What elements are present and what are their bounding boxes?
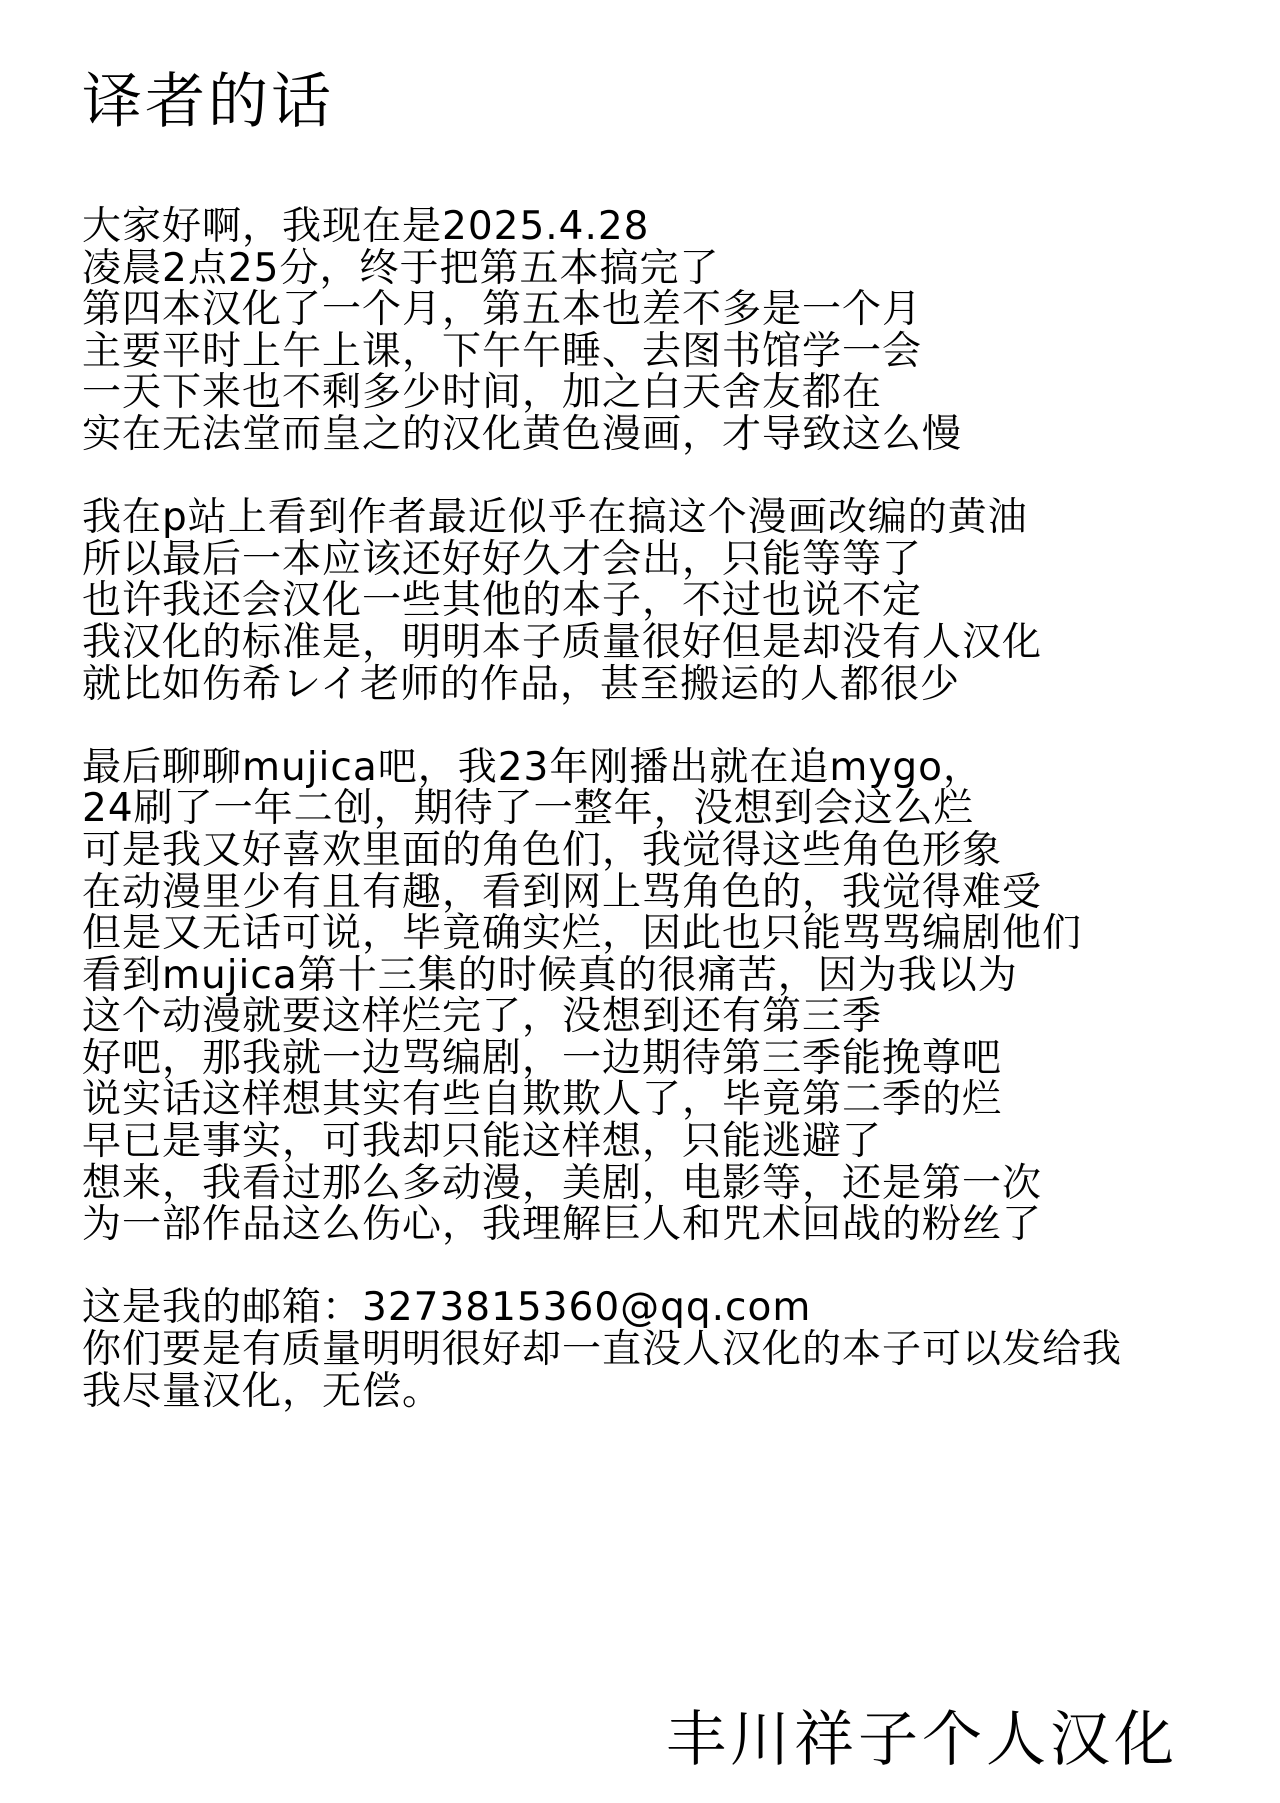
page-title: 译者的话 bbox=[82, 67, 334, 137]
text-line: 我在p站上看到作者最近似乎在搞这个漫画改编的黄油 bbox=[82, 495, 1028, 541]
text-line: 想来，我看过那么多动漫，美剧，电影等，还是第一次 bbox=[82, 1160, 1043, 1206]
signature: 丰川祥子个人汉化 bbox=[666, 1705, 1178, 1775]
text-line: 但是又无话可说，毕竟确实烂，因此也只能骂骂编剧他们 bbox=[82, 911, 1083, 957]
paragraph-plans bbox=[82, 497, 1262, 705]
text-line: 说实话这样想其实有些自欺欺人了，毕竟第二季的烂 bbox=[82, 1077, 1003, 1123]
note-body bbox=[82, 206, 1262, 1454]
text-line: 一天下来也不剩多少时间，加之白天舍友都在 bbox=[82, 370, 883, 416]
text-line: 我尽量汉化，无偿。 bbox=[82, 1368, 443, 1414]
text-line: 可是我又好喜欢里面的角色们，我觉得这些角色形象 bbox=[82, 827, 1003, 873]
text-line: 在动漫里少有且有趣，看到网上骂角色的，我觉得难受 bbox=[82, 869, 1043, 915]
text-line: 早已是事实，可我却只能这样想，只能逃避了 bbox=[82, 1119, 883, 1165]
text-line: 为一部作品这么伤心，我理解巨人和咒术回战的粉丝了 bbox=[82, 1202, 1043, 1248]
text-line: 看到mujica第十三集的时候真的很痛苦，因为我以为 bbox=[82, 952, 1018, 998]
text-line: 实在无法堂而皇之的汉化黄色漫画，才导致这么慢 bbox=[82, 411, 963, 457]
text-line: 就比如伤希レイ老师的作品，甚至搬运的人都很少 bbox=[82, 661, 961, 707]
paragraph-mujica bbox=[82, 744, 1262, 1248]
text-line: 大家好啊，我现在是2025.4.28 bbox=[82, 204, 650, 249]
text-line: 好吧，那我就一边骂编剧，一边期待第三季能挽尊吧 bbox=[82, 1035, 1003, 1081]
text-line: 这是我的邮箱：3273815360@qq.com bbox=[82, 1285, 812, 1331]
text-line: 最后聊聊mujica吧，我23年刚播出就在追mygo， bbox=[82, 744, 984, 790]
text-line: 凌晨2点25分，终于把第五本搞完了 bbox=[82, 245, 720, 291]
text-line: 所以最后一本应该还好好久才会出，只能等等了 bbox=[82, 536, 923, 582]
text-line: 这个动漫就要这样烂完了，没想到还有第三季 bbox=[82, 994, 883, 1040]
text-line: 我汉化的标准是，明明本子质量很好但是却没有人汉化 bbox=[82, 619, 1043, 665]
text-line: 你们要是有质量明明很好却一直没人汉化的本子可以发给我 bbox=[82, 1327, 1123, 1373]
paragraph-contact bbox=[82, 1287, 1262, 1412]
text-line: 24刷了一年二创，期待了一整年，没想到会这么烂 bbox=[82, 786, 974, 832]
text-line: 第四本汉化了一个月，第五本也差不多是一个月 bbox=[82, 287, 923, 333]
text-line: 也许我还会汉化一些其他的本子，不过也说不定 bbox=[82, 578, 923, 624]
text-line: 主要平时上午上课，下午午睡、去图书馆学一会 bbox=[82, 328, 923, 374]
paragraph-intro bbox=[82, 206, 1262, 456]
